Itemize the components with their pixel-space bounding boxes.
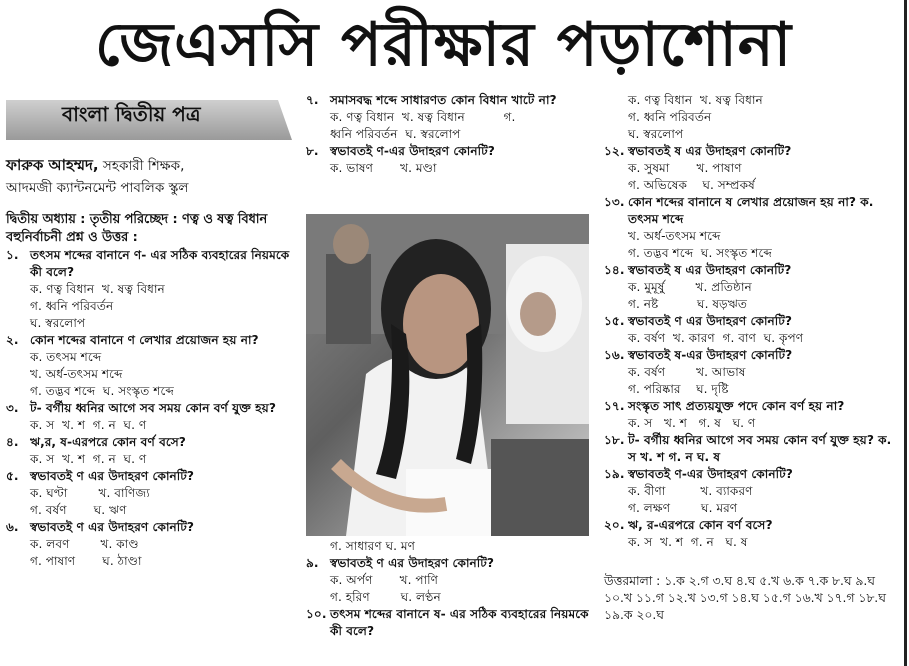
column-2 bbox=[306, 92, 591, 177]
question-text: স্বভাবতই ণ এর উদাহরণ কোনটি? bbox=[330, 556, 494, 570]
question bbox=[604, 143, 902, 160]
question bbox=[604, 194, 902, 228]
question-number: ৩. bbox=[6, 401, 19, 415]
question-text: সংস্কৃত সাৎ প্রত্যয়যুক্ত পদে কোন বর্ণ হয় না? bbox=[628, 399, 845, 413]
question bbox=[604, 466, 902, 483]
author-school: আদমজী ক্যান্টনমেন্ট পাবলিক স্কুল bbox=[6, 180, 189, 196]
answer-option: গ. পরিষ্কার ঘ. দৃষ্টি bbox=[628, 382, 729, 396]
question-text: স্বভাবতই ণ-এর উদাহরণ কোনটি? bbox=[330, 144, 495, 158]
answer-option: ক. অর্পণ খ. পাণি bbox=[330, 573, 439, 587]
question-text: ঋ, র-এরপরে কোন বর্ণ বসে? bbox=[628, 518, 773, 532]
answer-option: ধ্বনি পরিবর্তন ঘ. স্বরলোপ bbox=[330, 127, 461, 141]
column-2-continued bbox=[306, 538, 591, 640]
question-number: ১৭. bbox=[604, 399, 625, 413]
question-number: ৪. bbox=[6, 435, 19, 449]
answer-option: ঘ. স্বরলোপ bbox=[628, 127, 684, 141]
answer-option: গ. সাধারণ ঘ. মণ bbox=[330, 539, 416, 553]
answer-option: ক. ঘণ্টা খ. বাণিজ্য bbox=[30, 486, 150, 500]
question-list bbox=[306, 555, 591, 640]
question-text: কোন শব্দের বানানে ণ লেখার প্রয়োজন হয় না? bbox=[30, 333, 259, 347]
answer-option: ক. সুষমা খ. পাষাণ bbox=[628, 161, 742, 175]
question-number: ৫. bbox=[6, 469, 19, 483]
answer-key: উত্তরমালা : ১.ক ২.গ ৩.ঘ ৪.ঘ ৫.খ ৬.ক ৭.ক ৮.ঘ ৯.ঘ ১০.খ ১১.গ ১২.খ ১৩.গ ১৪.ঘ ১৫.গ ১৬.খ ১৭.গ ১৮.ঘ ১৯.ক ২০.ঘ bbox=[604, 574, 886, 622]
carryover-options bbox=[604, 92, 902, 143]
answer-option: ক. বীণা খ. ব্যাকরণ bbox=[628, 484, 753, 498]
question-number: ১৯. bbox=[604, 467, 625, 481]
section-banner bbox=[6, 100, 292, 140]
page-title: জেএসসি পরীক্ষার পড়াশোনা bbox=[95, 10, 792, 80]
question-number: ৭. bbox=[306, 93, 319, 107]
question bbox=[6, 519, 296, 536]
answer-option: গ. নষ্ট ঘ. ষড়ঋত bbox=[628, 297, 747, 311]
question-text: স্বভাবতই ণ এর উদাহরণ কোনটি? bbox=[628, 314, 792, 328]
question-text: ঋ,র, ষ-এরপরে কোন বর্ণ বসে? bbox=[30, 435, 186, 449]
chapter-line: দ্বিতীয় অধ্যায় : তৃতীয় পরিচ্ছেদ : ণত্ব ও ষত্ব বিধান bbox=[6, 212, 268, 227]
answer-option: ঘ. স্বরলোপ bbox=[30, 316, 86, 330]
section-title: বাংলা দ্বিতীয় পত্র bbox=[62, 102, 201, 126]
answer-option: ক. ভাষণ খ. মণ্ডা bbox=[330, 161, 437, 175]
question bbox=[604, 432, 902, 466]
question bbox=[6, 332, 296, 349]
question bbox=[306, 606, 591, 640]
question-text: সমাসবদ্ধ শব্দে সাধারণত কোন বিধান খাটে না? bbox=[330, 93, 557, 107]
question-text: ট- বর্গীয় ধ্বনির আগে সব সময় কোন বর্ণ যুক্ত হয়? bbox=[30, 401, 276, 415]
answer-option: খ. অর্ধ-তৎসম শব্দে bbox=[30, 367, 123, 381]
answer-option: ক. ণত্ব বিধান খ. ষত্ব বিধান bbox=[628, 93, 763, 107]
question-text: স্বভাবতই ষ-এর উদাহরণ কোনটি? bbox=[628, 348, 793, 362]
author-block bbox=[6, 154, 296, 199]
question bbox=[604, 398, 902, 415]
question-list bbox=[6, 247, 296, 570]
question bbox=[306, 92, 591, 109]
answer-option: গ. তদ্ভব শব্দে ঘ. সংস্কৃত শব্দে bbox=[30, 384, 174, 398]
column-1 bbox=[6, 92, 296, 570]
answer-option: খ. অর্ধ-তৎসম শব্দে bbox=[628, 229, 721, 243]
question bbox=[6, 434, 296, 451]
photo-illustration bbox=[306, 214, 589, 536]
question bbox=[6, 247, 296, 281]
answer-option: গ. পাষাণ ঘ. ঠাণ্ডা bbox=[30, 554, 142, 568]
answer-option: ক. মুমূর্ষু খ. প্রতিষ্ঠান bbox=[628, 280, 752, 294]
question bbox=[306, 555, 591, 572]
answer-option: ক. ণত্ব বিধান খ. ষত্ব বিধান bbox=[30, 282, 165, 296]
question-number: ১৫. bbox=[604, 314, 625, 328]
question-text: স্বভাবতই ণ এর উদাহরণ কোনটি? bbox=[30, 520, 194, 534]
students-photo bbox=[306, 214, 589, 536]
question-number: ১. bbox=[6, 248, 19, 262]
question-number: ১৮. bbox=[604, 433, 625, 447]
question-text: স্বভাবতই ণ এর উদাহরণ কোনটি? bbox=[30, 469, 194, 483]
answer-option: ক. বর্ষণ খ. আভাষ bbox=[628, 365, 746, 379]
question-number: ১৪. bbox=[604, 263, 625, 277]
question-number: ৬. bbox=[6, 520, 19, 534]
question-number: ২০. bbox=[604, 518, 625, 532]
chapter-subline: বহুনির্বাচনী প্রশ্ন ও উত্তর : bbox=[6, 230, 138, 245]
question-number: ৮. bbox=[306, 144, 319, 158]
answer-option: গ. ধ্বনি পরিবর্তন bbox=[628, 110, 712, 124]
answer-option: গ. হরিণ ঘ. লণ্ঠন bbox=[330, 590, 441, 604]
question bbox=[604, 313, 902, 330]
author-name: ফারুক আহম্মদ, bbox=[6, 156, 99, 174]
answer-option: গ. ধ্বনি পরিবর্তন bbox=[30, 299, 114, 313]
question-text: ট- বর্গীয় ধ্বনির আগে সব সময় কোন বর্ণ যুক্ত হয়? ক. স খ. শ গ. ন ঘ. ষ bbox=[628, 433, 892, 464]
answer-option: ক. ণত্ব বিধান খ. ষত্ব বিধান গ. bbox=[330, 110, 516, 124]
author-role: সহকারী শিক্ষক, bbox=[98, 158, 185, 174]
question bbox=[604, 517, 902, 534]
question-text: তৎসম শব্দের বানানে ণ- এর সঠিক ব্যবহারের নিয়মকে কী বলে? bbox=[30, 248, 290, 279]
question-number: ১২. bbox=[604, 144, 625, 158]
chapter-heading bbox=[6, 211, 296, 247]
question-text: কোন শব্দের বানানে ষ লেখার প্রয়োজন হয় না? ক. তৎসম শব্দে bbox=[628, 195, 874, 226]
answer-option: গ. লক্ষণ ঘ. মরণ bbox=[628, 501, 738, 515]
answer-option: ক. স খ. শ গ. ন ঘ. ণ bbox=[30, 452, 147, 466]
question bbox=[306, 143, 591, 160]
answer-option: ক. স খ. শ গ. ষ ঘ. ণ bbox=[628, 416, 756, 430]
answer-option: ক. তৎসম শব্দে bbox=[30, 350, 102, 364]
masthead bbox=[0, 0, 909, 88]
answer-option: গ. অভিষেক ঘ. সম্প্রকর্ষ bbox=[628, 178, 755, 192]
question-number: ৯. bbox=[306, 556, 319, 570]
question bbox=[6, 468, 296, 485]
question-number: ২. bbox=[6, 333, 19, 347]
question-list bbox=[604, 143, 902, 551]
question bbox=[6, 400, 296, 417]
question bbox=[604, 347, 902, 364]
answer-option: ক. স খ. শ গ. ন ঘ. ষ bbox=[628, 535, 748, 549]
question-text: স্বভাবতই ষ এর উদাহরণ কোনটি? bbox=[628, 263, 792, 277]
answer-option: ক. স খ. শ গ. ন ঘ. ণ bbox=[30, 418, 147, 432]
question-number: ১৬. bbox=[604, 348, 625, 362]
answer-option: ক. বর্ষণ খ. কারণ গ. বাণ ঘ. কৃপণ bbox=[628, 331, 804, 345]
answer-option: ক. লবণ খ. কাণ্ড bbox=[30, 537, 139, 551]
column-rule bbox=[904, 0, 907, 666]
question bbox=[604, 262, 902, 279]
question-number: ১৩. bbox=[604, 195, 625, 209]
answer-option: গ. তদ্ভব শব্দে ঘ. সংস্কৃত শব্দে bbox=[628, 246, 772, 260]
question-text: স্বভাবতই ষ এর উদাহরণ কোনটি? bbox=[628, 144, 792, 158]
question-list bbox=[306, 92, 591, 177]
answer-option: গ. বর্ষণ ঘ. ঋণ bbox=[30, 503, 127, 517]
question-text: স্বভাবতই ণ-এর উদাহরণ কোনটি? bbox=[628, 467, 793, 481]
question-text: তৎসম শব্দের বানানে ষ- এর সঠিক ব্যবহারের নিয়মকে কী বলে? bbox=[330, 607, 589, 638]
column-3 bbox=[604, 92, 902, 624]
question-number: ১০. bbox=[306, 607, 327, 621]
